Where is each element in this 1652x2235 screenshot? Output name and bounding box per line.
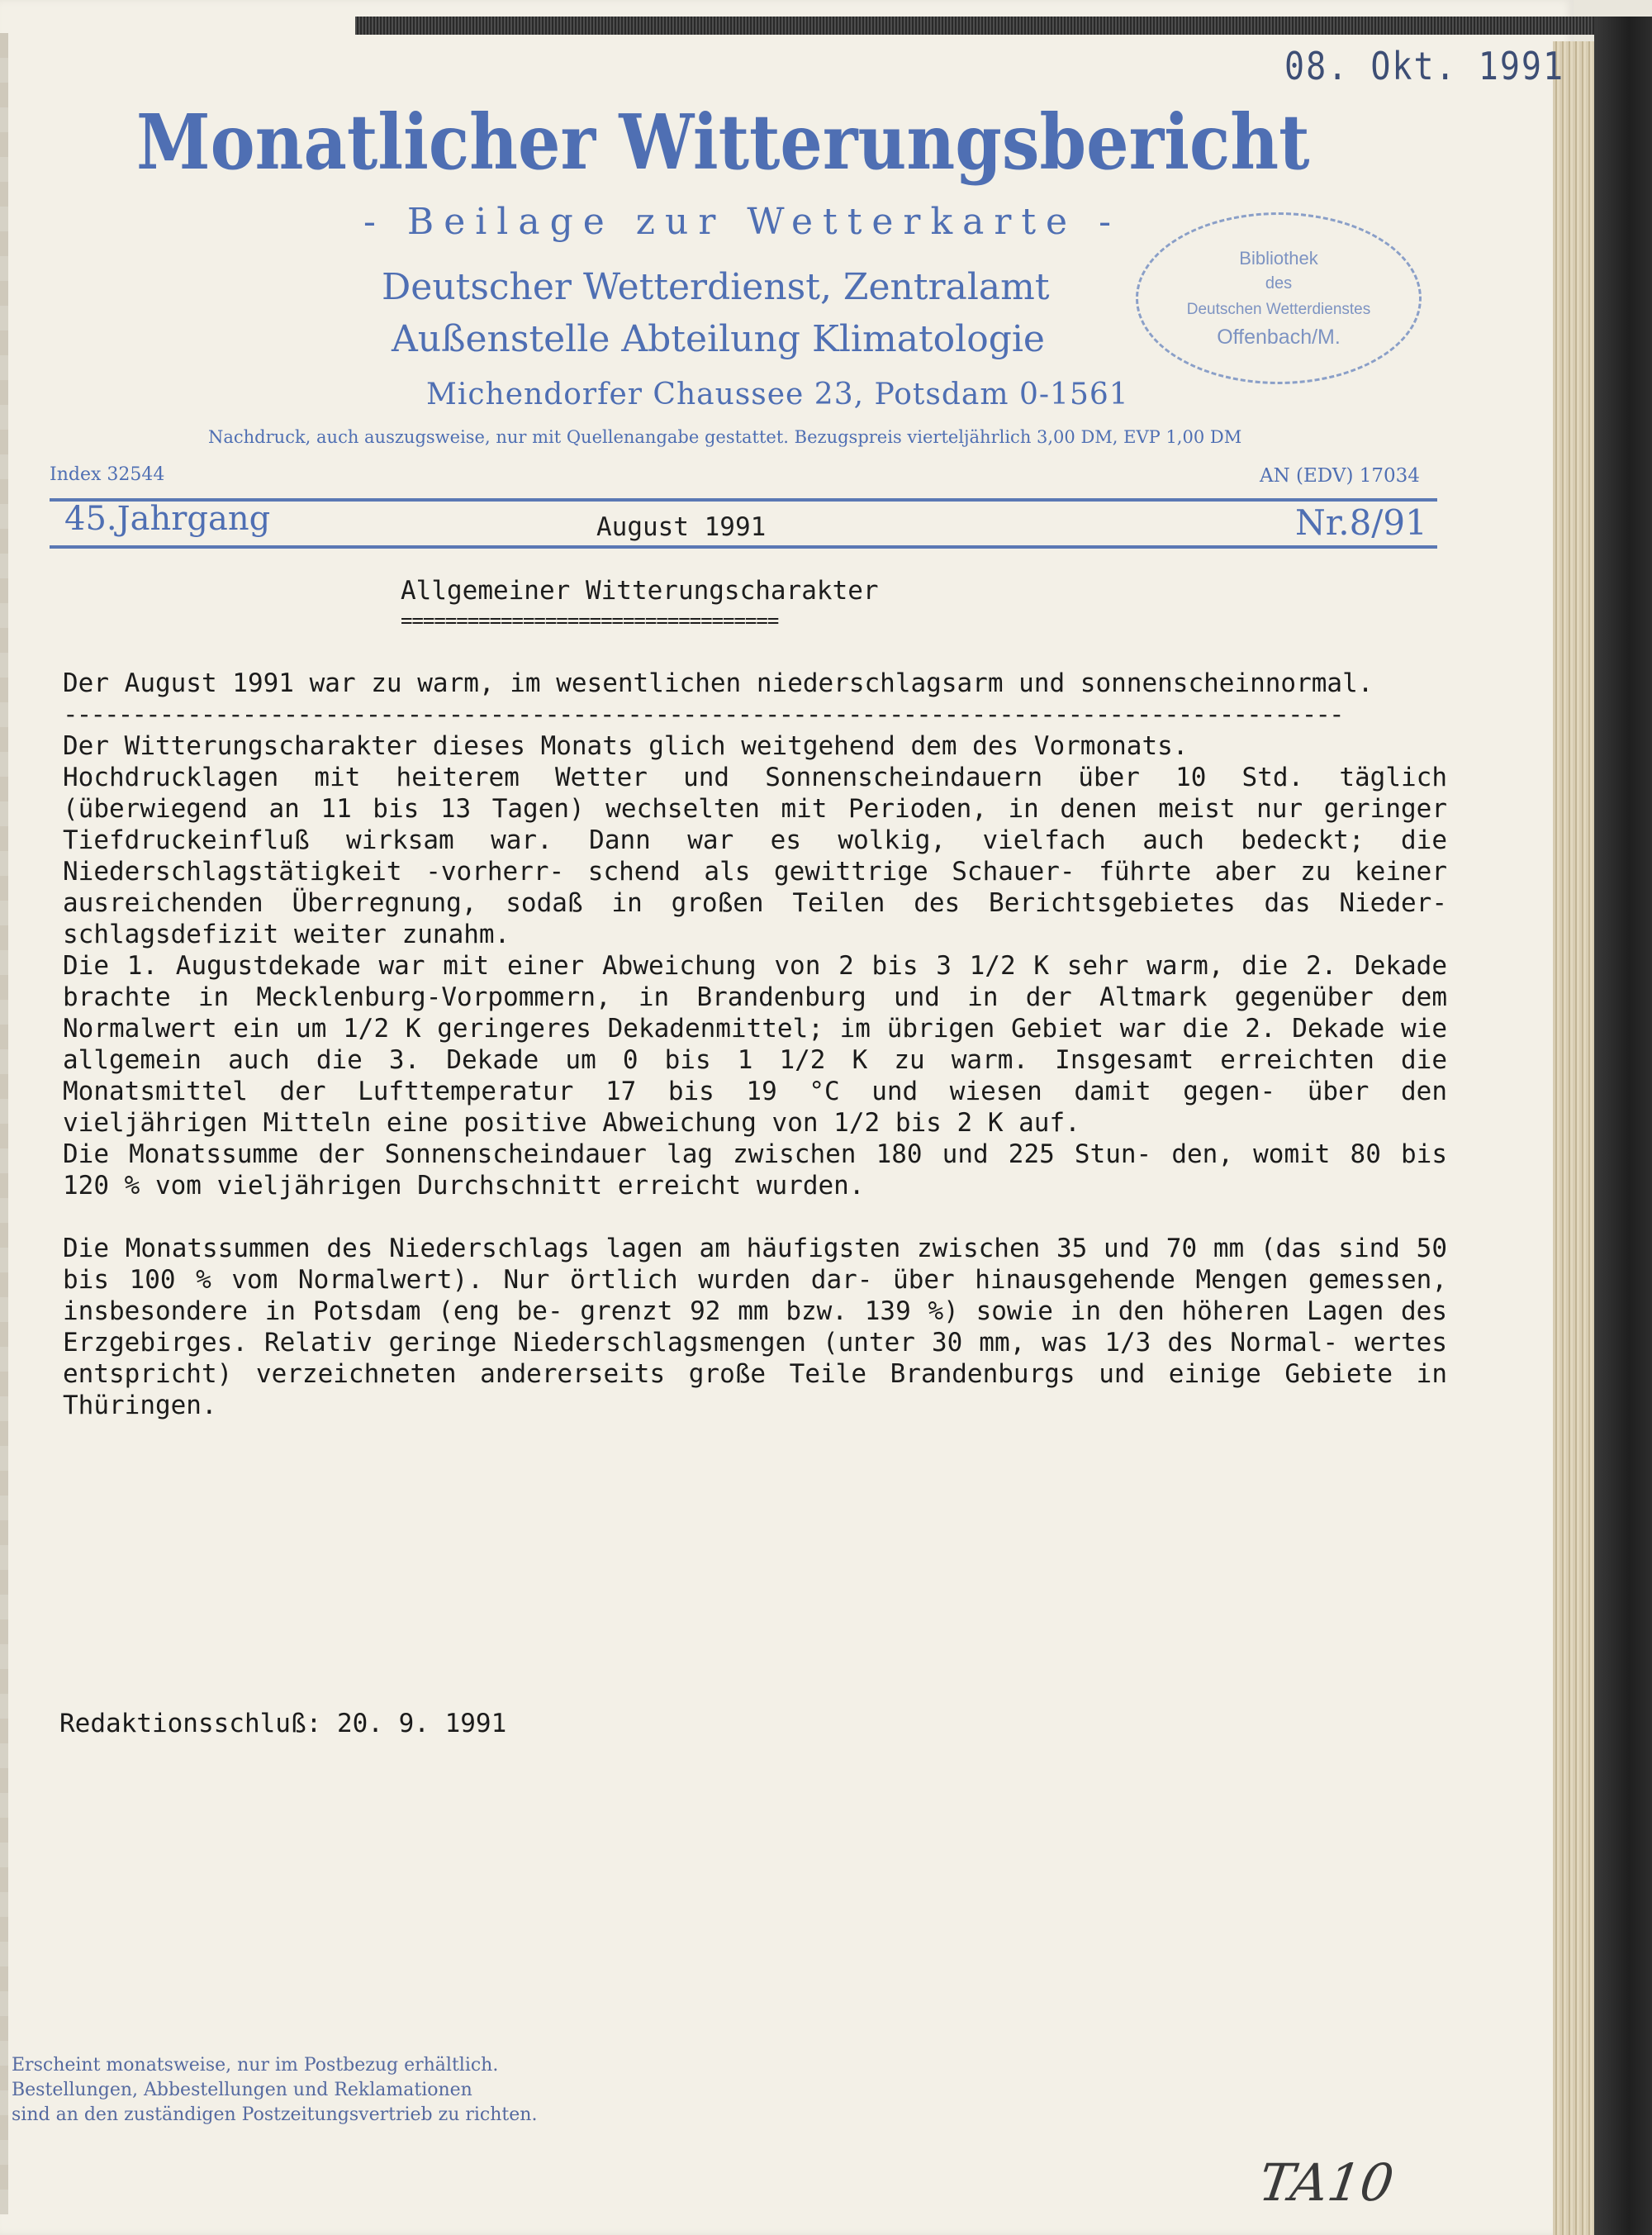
- stacked-page-edges: [1553, 41, 1594, 2235]
- separator-line: ---------------------------------------------------------------------------------------------: [63, 700, 1343, 730]
- publication-subtitle: - Beilage zur Wetterkarte -: [363, 201, 1121, 243]
- footer-notice: [12, 2053, 537, 2128]
- library-stamp-line: Bibliothek: [1239, 248, 1318, 269]
- body-paragraph: Hochdrucklagen mit heiterem Wetter und Sonnenscheindauern über 10 Std. täglich (überwiegend an 11 bis 13 Tagen) wechselten mit Perioden, in denen meist nur geringer Tiefdruckeinfluß wirksam war. Dann war es wolkig, vielfach auch bedeckt; die Niederschlagstätigkeit -vorherr- schend als gewittrige Schauer- führte aber zu keiner ausreichenden Überregnung, sodaß in großen Teilen des Berichtsgebietes das Nieder- schlagsdefizit weiter zunahm.: [63, 763, 1447, 949]
- section-heading-underline: ==================================: [401, 609, 779, 632]
- library-stamp-line: Deutschen Wetterdienstes: [1186, 301, 1371, 318]
- index-number: Index 32544: [50, 464, 165, 485]
- publisher-department: Außenstelle Abteilung Klimatologie: [392, 318, 1045, 360]
- publisher-name: Deutscher Wetterdienst, Zentralamt: [382, 266, 1050, 308]
- issue-month: August 1991: [596, 512, 767, 542]
- header-rule-bottom: [50, 545, 1437, 549]
- library-stamp-line: Offenbach/M.: [1217, 326, 1341, 349]
- footer-line: Bestellungen, Abbestellungen und Reklamationen: [12, 2080, 472, 2100]
- edv-number: AN (EDV) 17034: [1260, 465, 1420, 487]
- editorial-deadline: Redaktionsschluß: 20. 9. 1991: [59, 1709, 507, 1738]
- publication-title: Monatlicher Witterungsbericht: [136, 97, 1310, 187]
- body-paragraph: Die 1. Augustdekade war mit einer Abweichung von 2 bis 3 1/2 K sehr warm, die 2. Dekade brachte in Mecklenburg-Vorpommern, in Brandenburg und in der Altmark gegenüber dem Normalwert ein um 1/2 K geringeres Dekadenmittel; im übrigen Gebiet war die 2. Dekade wie allgemein auch die 3. Dekade um 0 bis 1 1/2 K zu warm. Insgesamt erreichten die Monatsmittel der Lufttemperatur 17 bis 19 °C und wiesen damit gegen- über den vieljährigen Mitteln eine positive Abweichung von 1/2 bis 2 K auf.: [63, 951, 1447, 1138]
- paragraph-gap: [63, 1201, 1447, 1233]
- library-stamp: [1136, 212, 1422, 384]
- body-paragraph: Der Witterungscharakter dieses Monats glich weitgehend dem des Vormonats.: [63, 731, 1189, 761]
- body-paragraph: Die Monatssumme der Sonnenscheindauer lag zwischen 180 und 225 Stun- den, womit 80 bis 120 % vom vieljährigen Durchschnitt erreicht wurden.: [63, 1139, 1447, 1201]
- received-date-stamp: 08. Okt. 1991: [1284, 45, 1565, 89]
- book-binding-spine: [1594, 17, 1652, 2235]
- summary-paragraph: Der August 1991 war zu warm, im wesentlichen niederschlagsarm und sonnenscheinnormal.: [63, 668, 1374, 698]
- library-stamp-line: des: [1265, 274, 1293, 292]
- footer-line: sind an den zuständigen Postzeitungsvertrieb zu richten.: [12, 2104, 538, 2125]
- section-heading: Allgemeiner Witterungscharakter: [401, 576, 879, 606]
- book-binding-top: [355, 17, 1644, 35]
- issue-number: Nr.8/91: [1295, 502, 1427, 543]
- reprint-notice: Nachdruck, auch auszugsweise, nur mit Quellenangabe gestattet. Bezugspreis vierteljährlich 3,00 DM, EVP 1,00 DM: [208, 427, 1242, 447]
- body-paragraph: Die Monatssummen des Niederschlags lagen am häufigsten zwischen 35 und 70 mm (das sind 50 bis 100 % vom Normalwert). Nur örtlich wurden dar- über hinausgehende Mengen gemessen, insbesondere in Potsdam (eng be- grenzt 92 mm bzw. 139 %) sowie in den höheren Lagen des Erzgebirges. Relativ geringe Niederschlagsmengen (unter 30 mm, was 1/3 des Normal- wertes entspricht) verzeichneten andererseits große Teile Brandenburgs und einige Gebiete in Thüringen.: [63, 1234, 1447, 1420]
- left-page-edge: [0, 33, 8, 2214]
- report-body: [63, 668, 1447, 1421]
- handwritten-note: TA10: [1255, 2152, 1398, 2213]
- footer-line: Erscheint monatsweise, nur im Postbezug erhältlich.: [12, 2055, 499, 2076]
- volume-year: 45.Jahrgang: [64, 500, 271, 538]
- publisher-address: Michendorfer Chaussee 23, Potsdam 0-1561: [426, 378, 1129, 411]
